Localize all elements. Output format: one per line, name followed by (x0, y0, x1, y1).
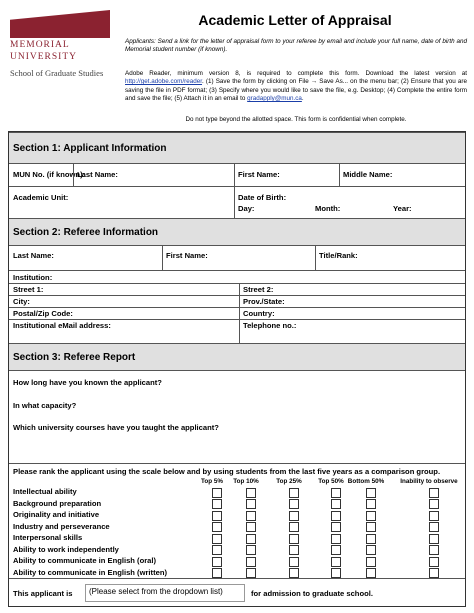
dob-day-field[interactable]: Day: (238, 204, 255, 213)
rank-checkbox[interactable] (366, 557, 376, 567)
applicant-first-name-field[interactable]: First Name: (238, 170, 280, 179)
university-logo (10, 10, 120, 78)
street1-field[interactable]: Street 1: (13, 285, 44, 294)
scale-top50: Top 50% (318, 478, 344, 485)
rank-checkbox[interactable] (212, 568, 222, 578)
institution-field[interactable]: Institution: (13, 273, 53, 282)
row-line (9, 463, 465, 464)
reader-instructions (125, 70, 467, 104)
rank-checkbox[interactable] (366, 522, 376, 532)
rank-checkbox[interactable] (429, 545, 439, 555)
criterion-label: Originality and initiative (13, 510, 100, 519)
rank-checkbox[interactable] (331, 511, 341, 521)
page-title: Academic Letter of Appraisal (198, 12, 392, 28)
dob-year-field[interactable]: Year: (393, 204, 412, 213)
rank-checkbox[interactable] (246, 534, 256, 544)
applicant-is-label: This applicant is (13, 589, 73, 598)
scale-inability: Inability to observe (400, 478, 458, 485)
applicant-middle-name-field[interactable]: Middle Name: (343, 170, 393, 179)
rank-checkbox[interactable] (212, 545, 222, 555)
criterion-label: Ability to communicate in English (written) (13, 567, 167, 577)
scale-bottom50: Bottom 50% (347, 478, 385, 485)
logo-school: School of Graduate Studies (10, 68, 104, 78)
q-capacity[interactable]: In what capacity? (13, 401, 77, 410)
row-line (9, 283, 465, 284)
row-line (9, 295, 465, 296)
rank-checkbox[interactable] (212, 557, 222, 567)
rank-checkbox[interactable] (246, 545, 256, 555)
section2-heading: Section 2: Referee Information (9, 218, 465, 246)
rank-checkbox[interactable] (212, 534, 222, 544)
rank-checkbox[interactable] (429, 522, 439, 532)
adobe-link[interactable]: http://get.adobe.com/reader (125, 78, 203, 86)
row-line (9, 319, 465, 320)
rank-checkbox[interactable] (289, 534, 299, 544)
rank-checkbox[interactable] (212, 488, 222, 498)
criterion-label: Intellectual ability (13, 487, 77, 496)
postal-code-field[interactable]: Postal/Zip Code: (13, 309, 73, 318)
admission-label: for admission to graduate school. (251, 589, 373, 598)
rank-checkbox[interactable] (366, 488, 376, 498)
appraisal-form (8, 131, 466, 607)
divider (315, 246, 316, 270)
rank-checkbox[interactable] (366, 499, 376, 509)
rank-checkbox[interactable] (246, 511, 256, 521)
rank-checkbox[interactable] (289, 511, 299, 521)
q-courses-taught[interactable]: Which university courses have you taught the applicant? (13, 423, 219, 432)
row-line (9, 578, 465, 579)
scale-top10: Top 10% (233, 478, 259, 485)
logo-name-2: UNIVERSITY (10, 52, 77, 62)
rank-checkbox[interactable] (429, 511, 439, 521)
q-known-duration[interactable]: How long have you known the applicant? (13, 378, 162, 387)
divider (73, 164, 74, 186)
rank-checkbox[interactable] (212, 522, 222, 532)
recommendation-dropdown[interactable]: (Please select from the dropdown list) (85, 584, 245, 602)
section1-heading: Section 1: Applicant Information (9, 132, 465, 164)
rank-checkbox[interactable] (212, 499, 222, 509)
rank-checkbox[interactable] (289, 499, 299, 509)
row-line (9, 270, 465, 271)
rank-checkbox[interactable] (246, 488, 256, 498)
rank-instruction: Please rank the applicant using the scale below and by using students from the last five years as a comparison group. (13, 467, 441, 476)
rank-checkbox[interactable] (331, 534, 341, 544)
notice-text: Do not type beyond the allotted space. This form is confidential when complete. (185, 116, 407, 123)
rank-checkbox[interactable] (289, 557, 299, 567)
dob-month-field[interactable]: Month: (315, 204, 341, 213)
street2-field[interactable]: Street 2: (243, 285, 274, 294)
rank-checkbox[interactable] (366, 534, 376, 544)
rank-checkbox[interactable] (289, 545, 299, 555)
rank-checkbox[interactable] (289, 522, 299, 532)
row-line (9, 186, 465, 187)
rank-checkbox[interactable] (246, 568, 256, 578)
institutional-email-field[interactable]: Institutional eMail address: (13, 321, 111, 330)
rank-checkbox[interactable] (366, 545, 376, 555)
scale-top5: Top 5% (201, 478, 223, 485)
divider (234, 186, 235, 218)
scale-top25: Top 25% (276, 478, 302, 485)
intro-text: Applicants: Send a link for the letter of appraisal form to your referee by email and include your full name, date of birth and Memorial student number (if known). (125, 38, 467, 54)
row-line (9, 307, 465, 308)
rank-checkbox[interactable] (429, 488, 439, 498)
rank-checkbox[interactable] (331, 522, 341, 532)
referee-last-name-field[interactable]: Last Name: (13, 251, 54, 260)
divider (239, 283, 240, 343)
rank-checkbox[interactable] (366, 511, 376, 521)
rank-checkbox[interactable] (289, 488, 299, 498)
dob-label: Date of Birth: (238, 193, 287, 202)
reader-part1: Adobe Reader, minimum version 8, is required to complete this form. Download the latest version at (125, 70, 467, 77)
rank-checkbox[interactable] (289, 568, 299, 578)
rank-checkbox[interactable] (212, 511, 222, 521)
rank-checkbox[interactable] (246, 522, 256, 532)
rank-checkbox[interactable] (246, 557, 256, 567)
divider (162, 246, 163, 270)
rank-checkbox[interactable] (331, 557, 341, 567)
mun-no-field[interactable]: MUN No. (if known): (13, 170, 86, 179)
email-link[interactable]: gradapply@mun.ca (247, 95, 302, 103)
rank-checkbox[interactable] (429, 557, 439, 567)
rank-checkbox[interactable] (429, 534, 439, 544)
referee-title-field[interactable]: Title/Rank: (319, 251, 358, 260)
prov-state-field[interactable]: Prov./State: (243, 297, 285, 306)
applicant-last-name-field[interactable]: Last Name: (77, 170, 118, 179)
rank-checkbox[interactable] (429, 499, 439, 509)
country-field[interactable]: Country: (243, 309, 275, 318)
criterion-label: Interpersonal skills (13, 533, 83, 542)
reader-part2: . (1) Save the form by clicking on File → Save As... on the menu bar; (2) Ensure that you are saving the file in PDF format; (3) Specify where you would like to save the file, e.g. Desktop; (4) Complete the entire form and save the file; (5) Attach it in an email to (125, 78, 467, 103)
rank-checkbox[interactable] (331, 499, 341, 509)
criterion-label: Background preparation (13, 498, 102, 508)
divider (234, 164, 235, 186)
academic-unit-field[interactable]: Academic Unit: (13, 193, 69, 202)
rank-checkbox[interactable] (366, 568, 376, 578)
logo-mark (10, 10, 110, 38)
section3-heading: Section 3: Referee Report (9, 343, 465, 371)
reader-part3: . (301, 95, 304, 103)
rank-checkbox[interactable] (331, 488, 341, 498)
rank-checkbox[interactable] (246, 499, 256, 509)
criterion-label: Ability to work independently (13, 544, 119, 554)
telephone-field[interactable]: Telephone no.: (243, 321, 297, 330)
criterion-label: Industry and perseverance (13, 521, 110, 531)
referee-first-name-field[interactable]: First Name: (166, 251, 208, 260)
city-field[interactable]: City: (13, 297, 30, 306)
criterion-label: Ability to communicate in English (oral) (13, 556, 157, 565)
divider (339, 164, 340, 186)
rank-checkbox[interactable] (331, 568, 341, 578)
rank-checkbox[interactable] (429, 568, 439, 578)
rank-checkbox[interactable] (331, 545, 341, 555)
logo-name-1: MEMORIAL (10, 40, 70, 50)
